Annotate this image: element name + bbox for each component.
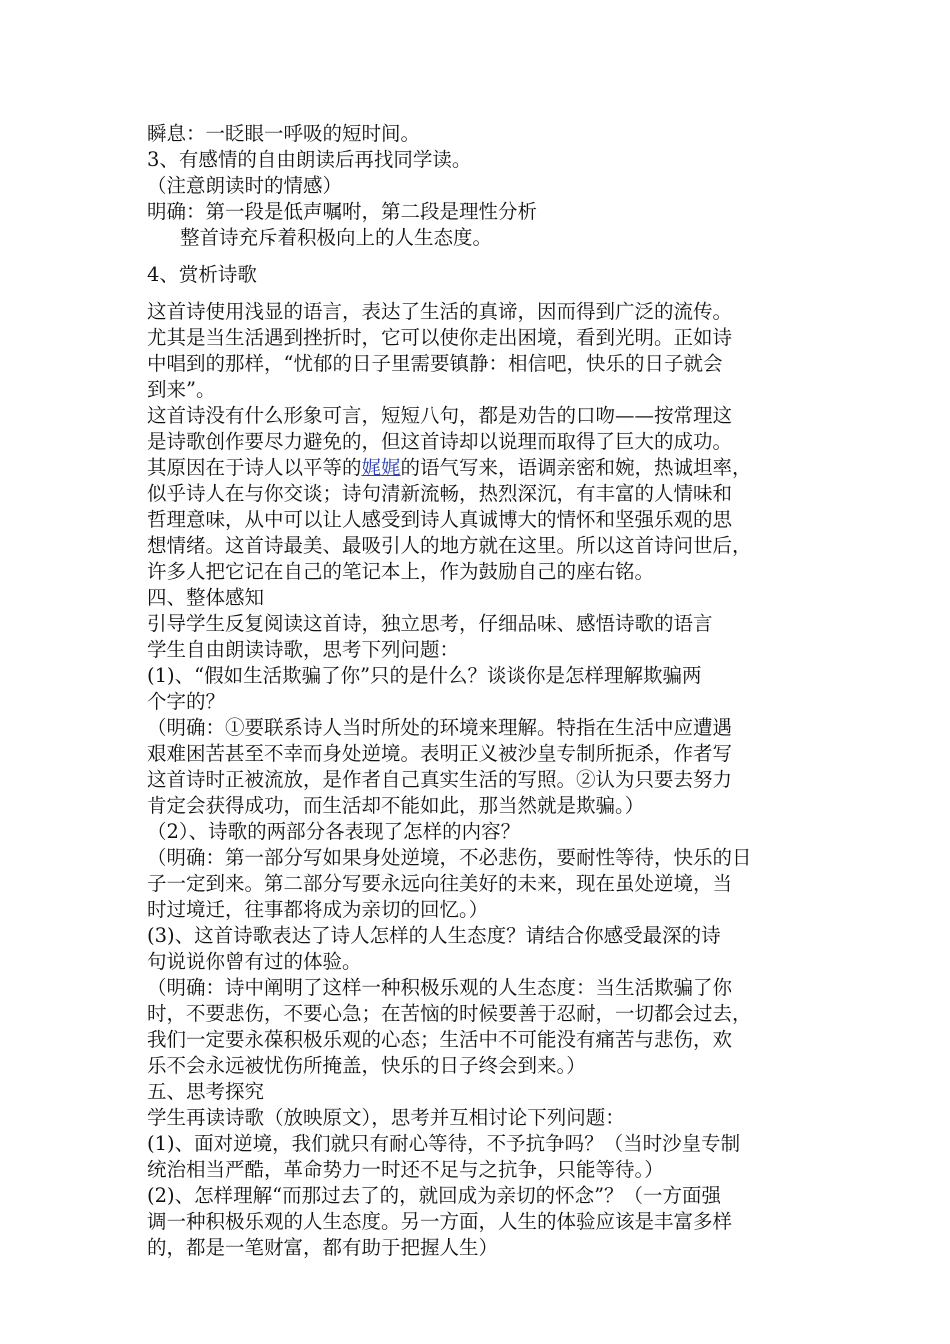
text-line: 时，不要悲伤，不要心急；在苦恼的时候要善于忍耐，一切都会过去， bbox=[147, 1002, 752, 1025]
text-line: 瞬息：一眨眼一呼吸的短时间。 bbox=[147, 122, 421, 145]
question-line: (1)、“假如生活欺骗了你”只的是什么？谈谈你是怎样理解欺骗两 bbox=[147, 664, 702, 687]
text-line: 明确：第一段是低声嘱咐，第二段是理性分析 bbox=[147, 200, 538, 223]
text-line: 整首诗充斥着积极向上的人生态度。 bbox=[180, 226, 493, 249]
text-line: 艰难困苦甚至不幸而身处逆境。表明正义被沙皇专制所扼杀，作者写 bbox=[147, 742, 733, 765]
text-line: 个字的？ bbox=[147, 690, 226, 713]
text-line: 子一定到来。第二部分写要永远向往美好的未来，现在虽处逆境，当 bbox=[147, 872, 733, 895]
text-line: 的，都是一笔财富，都有助于把握人生） bbox=[147, 1236, 499, 1259]
section-heading-5: 五、思考探究 bbox=[147, 1080, 265, 1103]
question-line: （2）、诗歌的两部分各表现了怎样的内容？ bbox=[147, 820, 521, 843]
text-line: 引导学生反复阅读这首诗，独立思考，仔细品味、感悟诗歌的语言 bbox=[147, 612, 713, 635]
text-line: 到来”。 bbox=[147, 378, 216, 401]
answer-line: （明确：第一部分写如果身处逆境，不必悲伤，要耐性等待，快乐的日 bbox=[147, 846, 752, 869]
text-line: 这首诗没有什么形象可言，短短八句，都是劝告的口吻——按常理这 bbox=[147, 404, 733, 427]
text-line: 我们一定要永葆积极乐观的心态；生活中不可能没有痛苦与悲伤，欢 bbox=[147, 1028, 733, 1051]
question-line: (2)、怎样理解“而那过去了的，就回成为亲切的怀念”？（一方面强 bbox=[147, 1184, 722, 1207]
text-line: 乐不会永远被忧伤所掩盖，快乐的日子终会到来。） bbox=[147, 1054, 586, 1077]
text-line: 时过境迁，往事都将成为亲切的回忆。） bbox=[147, 898, 489, 921]
text-line: 哲理意味，从中可以让人感受到诗人真诚博大的情怀和坚强乐观的思 bbox=[147, 508, 733, 531]
text-line: 中唱到的那样，“忧郁的日子里需要镇静：相信吧，快乐的日子就会 bbox=[147, 352, 723, 375]
document-body bbox=[147, 121, 817, 1261]
text-line: 想情绪。这首诗最美、最吸引人的地方就在这里。所以这首诗问世后， bbox=[147, 534, 752, 557]
text-line: 统治相当严酷，革命势力一时还不足与之抗争，只能等待。） bbox=[147, 1158, 664, 1181]
section-heading-4: 四、整体感知 bbox=[147, 586, 265, 609]
text-line: 这首诗时正被流放，是作者自己真实生活的写照。②认为只要去努力 bbox=[147, 768, 733, 791]
text-line: 肯定会获得成功，而生活却不能如此，那当然就是欺骗。） bbox=[147, 794, 645, 817]
question-line: (1)、面对逆境，我们就只有耐心等待，不予抗争吗？（当时沙皇专制 bbox=[147, 1132, 741, 1155]
text-line: 调一种积极乐观的人生态度。另一方面，人生的体验应该是丰富多样 bbox=[147, 1210, 733, 1233]
section-step-4: 4、赏析诗歌 bbox=[147, 263, 257, 286]
text-line: （注意朗读时的情感） bbox=[147, 174, 343, 197]
text-line: 是诗歌创作要尽力避免的，但这首诗却以说理而取得了巨大的成功。 bbox=[147, 430, 733, 453]
text-segment: 其原因在于诗人以平等的 bbox=[147, 456, 362, 479]
text-line: 这首诗使用浅显的语言，表达了生活的真谛，因而得到广泛的流传。 bbox=[147, 300, 733, 323]
answer-line: （明确：诗中阐明了这样一种积极乐观的人生态度：当生活欺骗了你 bbox=[147, 976, 733, 999]
text-line: 许多人把它记在自己的笔记本上，作为鼓励自己的座右铭。 bbox=[147, 560, 655, 583]
text-segment: 的语气写来，语调亲密和婉，热诚坦率， bbox=[400, 456, 752, 479]
weiwei-link[interactable]: 娓娓 bbox=[361, 456, 401, 479]
text-line: 句说说你曾有过的体验。 bbox=[147, 950, 362, 973]
text-line-with-link bbox=[147, 455, 817, 481]
question-line: (3)、这首诗歌表达了诗人怎样的人生态度？请结合你感受最深的诗 bbox=[147, 924, 721, 947]
answer-line: （明确：①要联系诗人当时所处的环境来理解。特指在生活中应遭遇 bbox=[147, 716, 733, 739]
text-line: 尤其是当生活遇到挫折时，它可以使你走出困境，看到光明。正如诗 bbox=[147, 326, 733, 349]
text-line: 学生再读诗歌（放映原文），思考并互相讨论下列问题： bbox=[147, 1106, 625, 1129]
section-step-3: 3、有感情的自由朗读后再找同学读。 bbox=[147, 148, 472, 171]
text-line: 学生自由朗读诗歌，思考下列问题： bbox=[147, 638, 460, 661]
text-line: 似乎诗人在与你交谈；诗句清新流畅，热烈深沉，有丰富的人情味和 bbox=[147, 482, 733, 505]
